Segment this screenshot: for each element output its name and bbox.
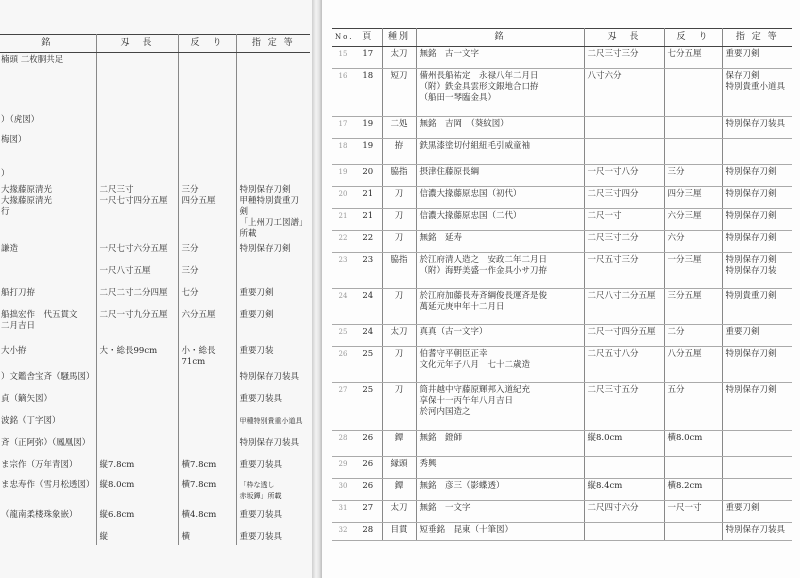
right-table-row <box>332 69 792 117</box>
item-number: 19 <box>332 165 354 187</box>
right-header-row <box>332 29 792 47</box>
item-type: 太刀 <box>382 47 416 69</box>
item-number: 23 <box>332 253 354 289</box>
item-number: 32 <box>332 523 354 541</box>
item-type: 刀 <box>382 347 416 383</box>
curvature <box>178 53 236 113</box>
designation: 「枠な透し 赤坂鐔」所載 <box>239 480 282 500</box>
blade-length: 縦 <box>96 530 178 545</box>
left-table-row <box>0 508 310 530</box>
right-table-row <box>332 165 792 187</box>
item-type: 刀 <box>382 383 416 431</box>
blade-length: 八寸六分 <box>584 69 664 117</box>
curvature: 横8.2cm <box>664 479 722 501</box>
inscription: 摂津住藤原長綱 <box>416 165 584 187</box>
page-number: 21 <box>354 209 382 231</box>
item-number: 16 <box>332 69 354 117</box>
item-name: 船拙宏作 代五貫文 二月吉日 <box>0 308 96 344</box>
curvature: 一分三厘 <box>664 253 722 289</box>
item-number: 18 <box>332 139 354 165</box>
blade-length <box>96 133 178 167</box>
curvature <box>664 69 722 117</box>
item-name: 貞（鏑矢図） <box>0 392 96 414</box>
item-type: 脇指 <box>382 253 416 289</box>
header-type: 種別 <box>382 29 416 47</box>
left-table-row <box>0 530 310 545</box>
page-number: 22 <box>354 231 382 253</box>
blade-length <box>96 53 178 113</box>
inscription: 無銘 古一文字 <box>416 47 584 69</box>
inscription: 伯耆守平朝臣正幸 文化元年子八月 七十二歳造 <box>416 347 584 383</box>
curvature: 三分五厘 <box>664 289 722 325</box>
left-table-row <box>0 264 310 286</box>
left-table-row <box>0 53 310 113</box>
designation: 特別保存刀剣 <box>722 347 792 383</box>
left-table-row <box>0 242 310 264</box>
item-name: 大掾藤原清光 大掾藤原清光 行 <box>0 183 96 242</box>
curvature <box>664 523 722 541</box>
blade-length: 二尺八寸二分五厘 <box>584 289 664 325</box>
item-type: 太刀 <box>382 325 416 347</box>
curvature <box>178 133 236 167</box>
item-type: 鐔 <box>382 431 416 457</box>
blade-length: 一尺七寸六分五厘 <box>96 242 178 264</box>
curvature: 横7.8cm <box>178 478 236 508</box>
designation: 特別保存刀剣 <box>722 187 792 209</box>
item-name: 梅図） <box>0 133 96 167</box>
item-type: 二処 <box>382 117 416 139</box>
inscription: 無銘 延寿 <box>416 231 584 253</box>
inscription: 無銘 一文字 <box>416 501 584 523</box>
designation: 特別保存刀装具 <box>239 371 300 382</box>
item-number: 25 <box>332 325 354 347</box>
item-number: 27 <box>332 383 354 431</box>
page-number: 23 <box>354 253 382 289</box>
blade-length: 一尺一寸八分 <box>584 165 664 187</box>
inscription: 鉄黒漆塗切付組紐毛引威童袖 <box>416 139 584 165</box>
inscription: 無銘 鐙師 <box>416 431 584 457</box>
header-mei: 銘 <box>0 35 96 53</box>
curvature: 八分五厘 <box>664 347 722 383</box>
item-type: 拵 <box>382 139 416 165</box>
right-table-row <box>332 325 792 347</box>
book-gutter <box>312 0 322 578</box>
designation: 重要刀装 <box>239 345 274 356</box>
item-number: 24 <box>332 289 354 325</box>
header-page: 頁 <box>354 29 382 47</box>
curvature <box>178 113 236 133</box>
blade-length <box>96 392 178 414</box>
inscription: 於江府加藤長寿斉綱俊長運斉是俊 萬延元庚申年十二月日 <box>416 289 584 325</box>
designation <box>722 139 792 165</box>
right-table-row <box>332 523 792 541</box>
inscription: 筒井越中守藤原輝邦入道紀充 享保十一丙午年八月吉日 於河内国造之 <box>416 383 584 431</box>
right-table-row <box>332 383 792 431</box>
header-no: No. <box>332 29 354 47</box>
item-name: 波銘（丁字図） <box>0 414 96 436</box>
page-number: 19 <box>354 139 382 165</box>
item-name <box>0 264 96 286</box>
curvature <box>664 457 722 479</box>
right-table-row <box>332 47 792 69</box>
right-table-body <box>332 47 792 541</box>
item-type: 刀 <box>382 289 416 325</box>
blade-length <box>96 167 178 183</box>
inscription: 信濃大掾藤原忠国（初代） <box>416 187 584 209</box>
curvature: 六分三厘 <box>664 209 722 231</box>
left-table-row <box>0 392 310 414</box>
designation: 特別貴重刀剣 <box>722 289 792 325</box>
blade-length: 縦7.8cm <box>96 458 178 478</box>
blade-length <box>584 457 664 479</box>
header-mei: 銘 <box>416 29 584 47</box>
blade-length: 縦8.0cm <box>584 431 664 457</box>
designation: 特別保存刀剣 <box>239 243 291 254</box>
curvature: 三分 四分五厘 <box>178 183 236 242</box>
inscription: 於江府清人造之 安政二年二月日 （附）海野美盛一作金具小サ刀拵 <box>416 253 584 289</box>
curvature <box>178 414 236 436</box>
item-name: 斉（正阿弥）（鳳凰図） <box>0 436 96 458</box>
page-number: 19 <box>354 117 382 139</box>
blade-length: 二尺三寸五分 <box>584 383 664 431</box>
curvature: 三分 <box>664 165 722 187</box>
designation <box>722 457 792 479</box>
item-name: ） <box>0 167 96 183</box>
item-number: 26 <box>332 347 354 383</box>
designation: 重要刀剣 <box>722 501 792 523</box>
page-number: 26 <box>354 457 382 479</box>
item-type: 縁頭 <box>382 457 416 479</box>
item-type: 目貫 <box>382 523 416 541</box>
item-name: 大小拵 <box>0 344 96 370</box>
item-number: 17 <box>332 117 354 139</box>
header-sori: 反 り <box>664 29 722 47</box>
designation: 特別保存刀剣 <box>722 209 792 231</box>
item-name: （龍南柔楼珠象嵌） <box>0 508 96 530</box>
blade-length: 二尺三寸三分 <box>584 47 664 69</box>
designation: 特別保存刀装具 <box>239 437 300 448</box>
blade-length <box>96 113 178 133</box>
header-designation: 指 定 等 <box>722 29 792 47</box>
left-table-row <box>0 308 310 344</box>
page-number: 25 <box>354 383 382 431</box>
item-number: 20 <box>332 187 354 209</box>
designation: 重要刀剣 <box>722 325 792 347</box>
blade-length <box>584 523 664 541</box>
designation: 特別保存刀剣 <box>722 165 792 187</box>
blade-length: 二尺三寸 一尺七寸四分五厘 <box>96 183 178 242</box>
inscription: 真真（古一文字） <box>416 325 584 347</box>
page-number: 20 <box>354 165 382 187</box>
page-number: 18 <box>354 69 382 117</box>
item-name: ）（虎図） <box>0 113 96 133</box>
designation: 特別保存刀装具 <box>722 523 792 541</box>
blade-length: 二尺五寸八分 <box>584 347 664 383</box>
curvature <box>178 167 236 183</box>
inscription: 信濃大掾藤原忠国（二代） <box>416 209 584 231</box>
item-name: ）文鑑舎宝斉（騒馬図） <box>0 370 96 392</box>
item-name: ま宗作（万年青図） <box>0 458 96 478</box>
designation <box>236 113 310 133</box>
header-length: 刄 長 <box>584 29 664 47</box>
item-number: 15 <box>332 47 354 69</box>
left-table-row <box>0 344 310 370</box>
right-table-row <box>332 117 792 139</box>
designation: 重要刀剣 <box>722 47 792 69</box>
curvature: 三分 <box>178 264 236 286</box>
curvature: 横4.8cm <box>178 508 236 530</box>
inscription: 短垂銘 昆東（十筆図） <box>416 523 584 541</box>
item-name: ま忠寿作（雪月松透図） <box>0 478 96 508</box>
designation <box>236 167 310 183</box>
item-name: 船打刀拵 <box>0 286 96 308</box>
item-type: 鐔 <box>382 479 416 501</box>
curvature: 小・総長71cm <box>178 344 236 370</box>
page-number: 21 <box>354 187 382 209</box>
page-number: 26 <box>354 479 382 501</box>
item-name: 楠頭 二枚胴共足 <box>0 53 96 113</box>
designation: 重要刀剣 <box>239 287 274 298</box>
item-number: 21 <box>332 209 354 231</box>
designation: 重要刀装具 <box>239 459 283 470</box>
curvature: 五分 <box>664 383 722 431</box>
blade-length: 一尺五寸三分 <box>584 253 664 289</box>
header-sori: 反 り <box>178 35 236 53</box>
left-header-row <box>0 35 310 53</box>
blade-length: 縦8.4cm <box>584 479 664 501</box>
item-type: 脇指 <box>382 165 416 187</box>
designation: 重要刀剣 <box>239 309 274 320</box>
designation <box>236 53 310 113</box>
right-table-row <box>332 187 792 209</box>
page-number: 27 <box>354 501 382 523</box>
blade-length: 縦6.8cm <box>96 508 178 530</box>
left-table-row <box>0 436 310 458</box>
item-number: 29 <box>332 457 354 479</box>
designation: 特別保存刀剣 特別保存刀装 <box>722 253 792 289</box>
inscription: 備州長船祐定 永禄八年二月日 （附）鉄金具雲形文銀地合口拵 （船田一琴臨金具） <box>416 69 584 117</box>
curvature: 七分 <box>178 286 236 308</box>
designation: 重要刀装具 <box>239 531 283 542</box>
right-table-row <box>332 457 792 479</box>
blade-length <box>96 436 178 458</box>
curvature <box>664 139 722 165</box>
designation: 重要刀装具 <box>239 509 283 520</box>
curvature <box>178 392 236 414</box>
blade-length: 二尺四寸六分 <box>584 501 664 523</box>
right-page <box>322 0 800 578</box>
blade-length: 二尺三寸二分 <box>584 231 664 253</box>
blade-length: 大・総長99cm <box>96 344 178 370</box>
curvature: 四分三厘 <box>664 187 722 209</box>
right-table-row <box>332 253 792 289</box>
designation: 特別保存刀剣 甲種特別貴重刀剣 「上州刀工図譜」所載 <box>239 184 304 239</box>
item-name: 謙造 <box>0 242 96 264</box>
page-number: 25 <box>354 347 382 383</box>
designation: 特別保存刀剣 <box>722 231 792 253</box>
blade-length <box>96 414 178 436</box>
blade-length <box>96 370 178 392</box>
designation: 甲種特別貴重小道具 <box>239 416 303 425</box>
inscription: 秀興 <box>416 457 584 479</box>
blade-length: 二尺二寸二分四厘 <box>96 286 178 308</box>
designation: 特別保存刀装具 <box>722 117 792 139</box>
inscription: 無銘 吉岡 （葵紋図） <box>416 117 584 139</box>
right-table-row <box>332 501 792 523</box>
designation: 重要刀装具 <box>239 393 283 404</box>
curvature: 二分 <box>664 325 722 347</box>
left-table-row <box>0 370 310 392</box>
item-number: 28 <box>332 431 354 457</box>
right-table-row <box>332 231 792 253</box>
left-table-row <box>0 167 310 183</box>
item-number: 22 <box>332 231 354 253</box>
blade-length: 二尺一寸四分五厘 <box>584 325 664 347</box>
right-table-row <box>332 289 792 325</box>
left-table-row <box>0 478 310 508</box>
right-table-row <box>332 209 792 231</box>
blade-length <box>584 139 664 165</box>
left-table-body <box>0 53 310 545</box>
item-type: 刀 <box>382 187 416 209</box>
blade-length: 縦8.0cm <box>96 478 178 508</box>
right-table-row <box>332 479 792 501</box>
item-number: 30 <box>332 479 354 501</box>
designation <box>236 264 310 286</box>
designation: 特別保存刀剣 <box>722 383 792 431</box>
item-type: 刀 <box>382 209 416 231</box>
page-number: 28 <box>354 523 382 541</box>
header-designation: 指 定 等 <box>236 35 310 53</box>
right-table-row <box>332 431 792 457</box>
blade-length: 一尺八寸五厘 <box>96 264 178 286</box>
left-table-row <box>0 414 310 436</box>
left-catalog-table <box>0 34 310 545</box>
curvature: 横 <box>178 530 236 545</box>
left-table-row <box>0 113 310 133</box>
left-table-row <box>0 458 310 478</box>
curvature: 一尺一寸 <box>664 501 722 523</box>
left-table-row <box>0 133 310 167</box>
designation <box>236 133 310 167</box>
curvature: 三分 <box>178 242 236 264</box>
inscription: 無銘 彦三（影蝶透） <box>416 479 584 501</box>
curvature: 横7.8cm <box>178 458 236 478</box>
curvature: 横8.0cm <box>664 431 722 457</box>
blade-length: 二尺一寸 <box>584 209 664 231</box>
header-length: 刄 長 <box>96 35 178 53</box>
item-number: 31 <box>332 501 354 523</box>
right-table-row <box>332 139 792 165</box>
right-table-row <box>332 347 792 383</box>
curvature: 七分五厘 <box>664 47 722 69</box>
curvature <box>178 436 236 458</box>
right-catalog-table <box>332 28 792 541</box>
left-page <box>0 0 312 578</box>
page-number: 17 <box>354 47 382 69</box>
left-table-row <box>0 183 310 242</box>
blade-length: 二尺一寸九分五厘 <box>96 308 178 344</box>
curvature <box>178 370 236 392</box>
blade-length: 二尺三寸四分 <box>584 187 664 209</box>
designation <box>722 431 792 457</box>
item-name <box>0 530 96 545</box>
item-type: 太刀 <box>382 501 416 523</box>
curvature <box>664 117 722 139</box>
curvature: 六分 <box>664 231 722 253</box>
designation <box>722 479 792 501</box>
curvature: 六分五厘 <box>178 308 236 344</box>
item-type: 刀 <box>382 231 416 253</box>
blade-length <box>584 117 664 139</box>
page-number: 24 <box>354 289 382 325</box>
designation: 保存刀剣 特別貴重小道具 <box>722 69 792 117</box>
page-number: 24 <box>354 325 382 347</box>
left-table-row <box>0 286 310 308</box>
item-type: 短刀 <box>382 69 416 117</box>
page-number: 26 <box>354 431 382 457</box>
